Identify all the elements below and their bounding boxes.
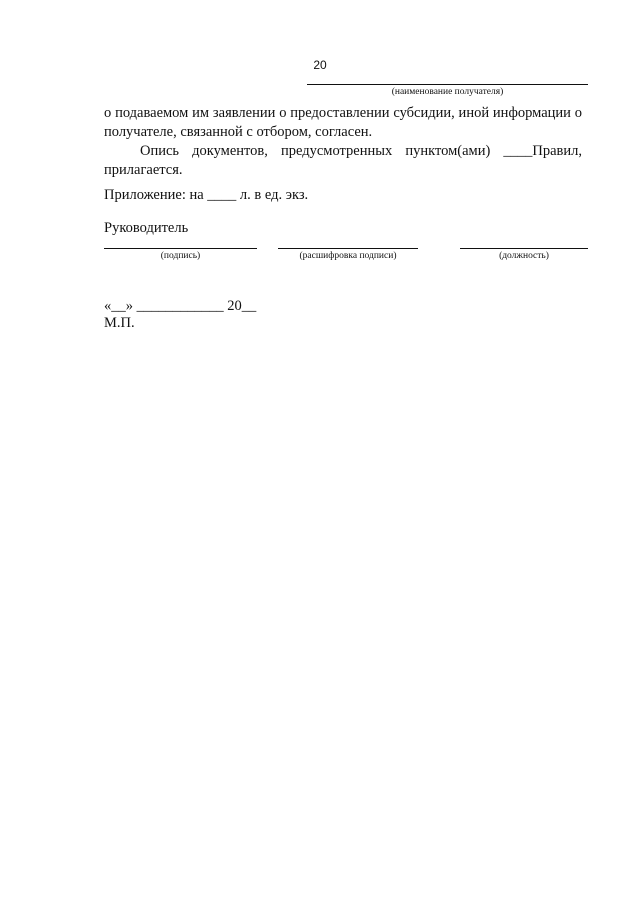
signature-decoding-caption: (расшифровка подписи) bbox=[299, 251, 397, 261]
consent-paragraph: о подаваемом им заявлении о предоставлении субсидии, иной информации о получателе, связанной с отбором, согласен. bbox=[104, 105, 582, 140]
position-line bbox=[460, 248, 588, 249]
inventory-paragraph: Опись документов, предусмотренных пунктом(ами) ____Правил, прилагается. bbox=[104, 143, 582, 178]
head-label: Руководитель bbox=[104, 220, 189, 236]
recipient-name-line bbox=[307, 84, 588, 85]
signature-line bbox=[104, 248, 257, 249]
signature-caption: (подпись) bbox=[160, 251, 201, 261]
position-caption: (должность) bbox=[499, 251, 549, 261]
signature-decoding-line bbox=[278, 248, 418, 249]
consent-text bbox=[104, 104, 582, 180]
date-line: «__» ____________ 20__ bbox=[104, 298, 257, 314]
recipient-name-caption: (наименование получателя) bbox=[391, 87, 504, 97]
page-number: 20 bbox=[313, 58, 327, 72]
stamp-label: М.П. bbox=[104, 315, 135, 331]
attachment-line: Приложение: на ____ л. в ед. экз. bbox=[104, 187, 309, 203]
